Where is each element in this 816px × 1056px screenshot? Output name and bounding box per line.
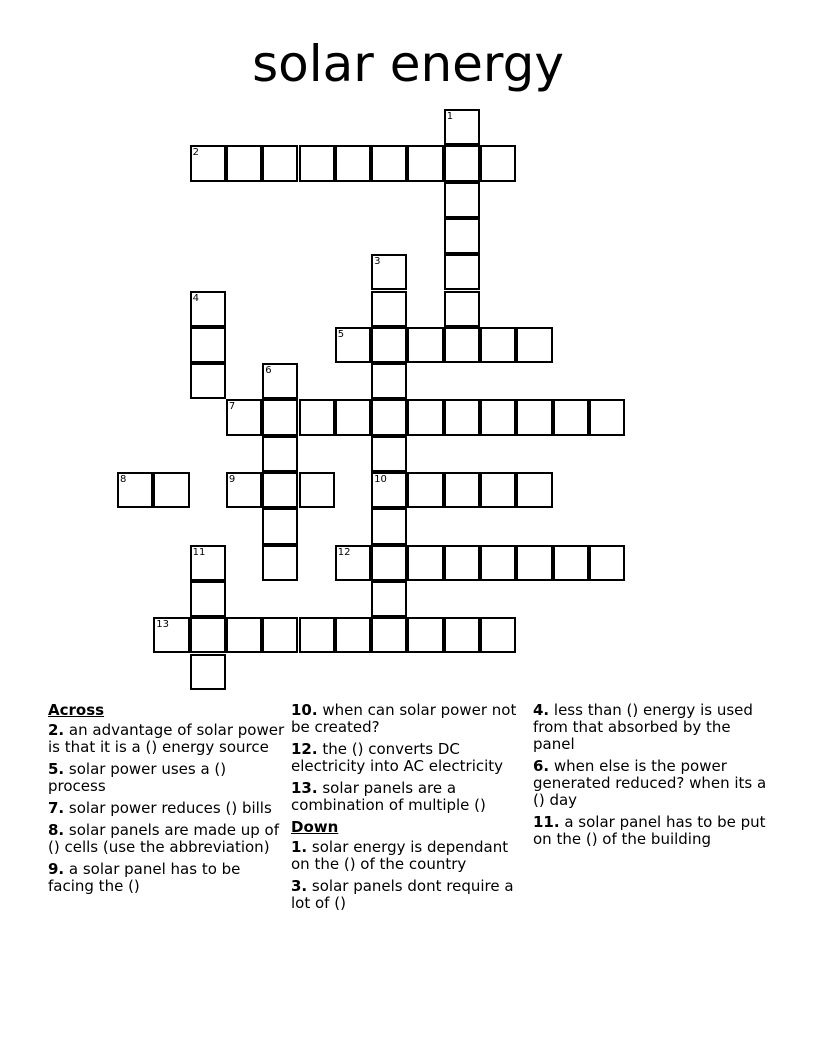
grid-cell[interactable] [226,617,262,653]
grid-cell[interactable] [190,145,226,181]
clue-across-10: 10. when can solar power not be created? [291,701,517,736]
grid-cell[interactable] [444,327,480,363]
grid-cell[interactable] [190,654,226,690]
grid-cell[interactable] [407,327,443,363]
grid-cell[interactable] [371,508,407,544]
clue-down-11: 11. a solar panel has to be put on the () of the building [533,813,766,848]
grid-cell[interactable] [371,363,407,399]
clue-across-9: 9. a solar panel has to be facing the () [48,860,241,895]
grid-cell[interactable] [371,145,407,181]
grid-cell[interactable] [299,617,335,653]
grid-cell[interactable] [371,327,407,363]
grid-cell[interactable] [335,545,371,581]
grid-cell[interactable] [480,617,516,653]
clue-number: 3 [374,256,381,268]
grid-cell[interactable] [553,399,589,435]
grid-cell[interactable] [589,399,625,435]
grid-cell[interactable] [444,472,480,508]
grid-cell[interactable] [335,327,371,363]
clue-across-13: 13. solar panels are a combination of multiple () [291,779,486,814]
grid-cell[interactable] [589,545,625,581]
grid-cell[interactable] [226,145,262,181]
grid-cell[interactable] [444,617,480,653]
grid-cell[interactable] [299,399,335,435]
clue-across-8: 8. solar panels are made up of () cells (use the abbreviation) [48,821,279,856]
grid-cell[interactable] [335,399,371,435]
grid-cell[interactable] [262,472,298,508]
grid-cell[interactable] [444,545,480,581]
grid-cell[interactable] [480,545,516,581]
grid-cell[interactable] [480,399,516,435]
clue-number: 5 [337,328,345,340]
grid-cell[interactable] [371,545,407,581]
clue-number: 2 [192,147,199,159]
grid-cell[interactable] [444,145,480,181]
clue-number: 11 [192,546,206,558]
grid-cell[interactable] [190,291,226,327]
grid-cell[interactable] [299,145,335,181]
grid-cell[interactable] [480,145,516,181]
grid-cell[interactable] [190,617,226,653]
clue-number: 9 [228,474,236,485]
clue-down-3: 3. solar panels dont require a lot of () [291,877,514,912]
clue-number: 10 [374,474,387,485]
clue-across-2: 2. an advantage of solar power is that it is a () energy source [48,721,285,756]
grid-cell[interactable] [262,436,298,472]
grid-cell[interactable] [262,363,298,399]
grid-cell[interactable] [371,436,407,472]
clue-across-5: 5. solar power uses a () process [48,760,227,795]
grid-cell[interactable] [226,472,262,508]
grid-cell[interactable] [299,472,335,508]
grid-cell[interactable] [444,291,480,327]
clue-number: 12 [337,546,351,558]
clue-down-4: 4. less than () energy is used from that absorbed by the panel [533,701,753,753]
grid-cell[interactable] [480,327,516,363]
grid-cell[interactable] [444,182,480,218]
grid-cell[interactable] [407,617,443,653]
grid-cell[interactable] [262,508,298,544]
grid-cell[interactable] [480,472,516,508]
grid-cell[interactable] [553,545,589,581]
grid-cell[interactable] [153,472,189,508]
grid-cell[interactable] [190,545,226,581]
clue-number: 1 [446,111,454,122]
grid-cell[interactable] [262,545,298,581]
clue-number: 4 [192,292,199,304]
grid-cell[interactable] [371,291,407,327]
clue-down-1: 1. solar energy is dependant on the () of the country [291,838,509,873]
clue-down-6: 6. when else is the power generated reduced? when its a () day [533,757,767,809]
clues-column-1 [48,702,286,900]
grid-cell[interactable] [407,399,443,435]
grid-cell[interactable] [371,254,407,290]
grid-cell[interactable] [371,472,407,508]
clue-number: 13 [156,619,170,631]
grid-cell[interactable] [407,472,443,508]
grid-cell[interactable] [407,545,443,581]
clue-number: 6 [265,365,272,377]
grid-cell[interactable] [516,399,552,435]
grid-cell[interactable] [335,617,371,653]
grid-cell[interactable] [407,145,443,181]
grid-cell[interactable] [444,218,480,254]
grid-cell[interactable] [444,254,480,290]
grid-cell[interactable] [117,472,153,508]
clue-number: 8 [120,474,127,485]
grid-cell[interactable] [262,617,298,653]
grid-cell[interactable] [371,617,407,653]
clues-column-3 [533,702,771,853]
grid-cell[interactable] [262,145,298,181]
across-heading: Across [48,701,105,719]
grid-cell[interactable] [516,545,552,581]
grid-cell[interactable] [190,581,226,617]
down-heading: Down [291,818,339,836]
grid-cell[interactable] [190,327,226,363]
grid-cell[interactable] [444,399,480,435]
grid-cell[interactable] [444,109,480,145]
grid-cell[interactable] [262,399,298,435]
grid-cell[interactable] [516,327,552,363]
clue-across-7: 7. solar power reduces () bills [48,799,272,817]
grid-cell[interactable] [190,363,226,399]
grid-cell[interactable] [226,399,262,435]
grid-cell[interactable] [335,145,371,181]
puzzle-title: solar energy [252,35,564,93]
grid-cell[interactable] [153,617,189,653]
grid-cell[interactable] [516,472,552,508]
grid-cell[interactable] [371,581,407,617]
clue-across-12: 12. the () converts DC electricity into AC electricity [291,740,504,775]
clue-number: 7 [228,401,236,413]
clues-column-2 [291,702,529,917]
grid-cell[interactable] [371,399,407,435]
